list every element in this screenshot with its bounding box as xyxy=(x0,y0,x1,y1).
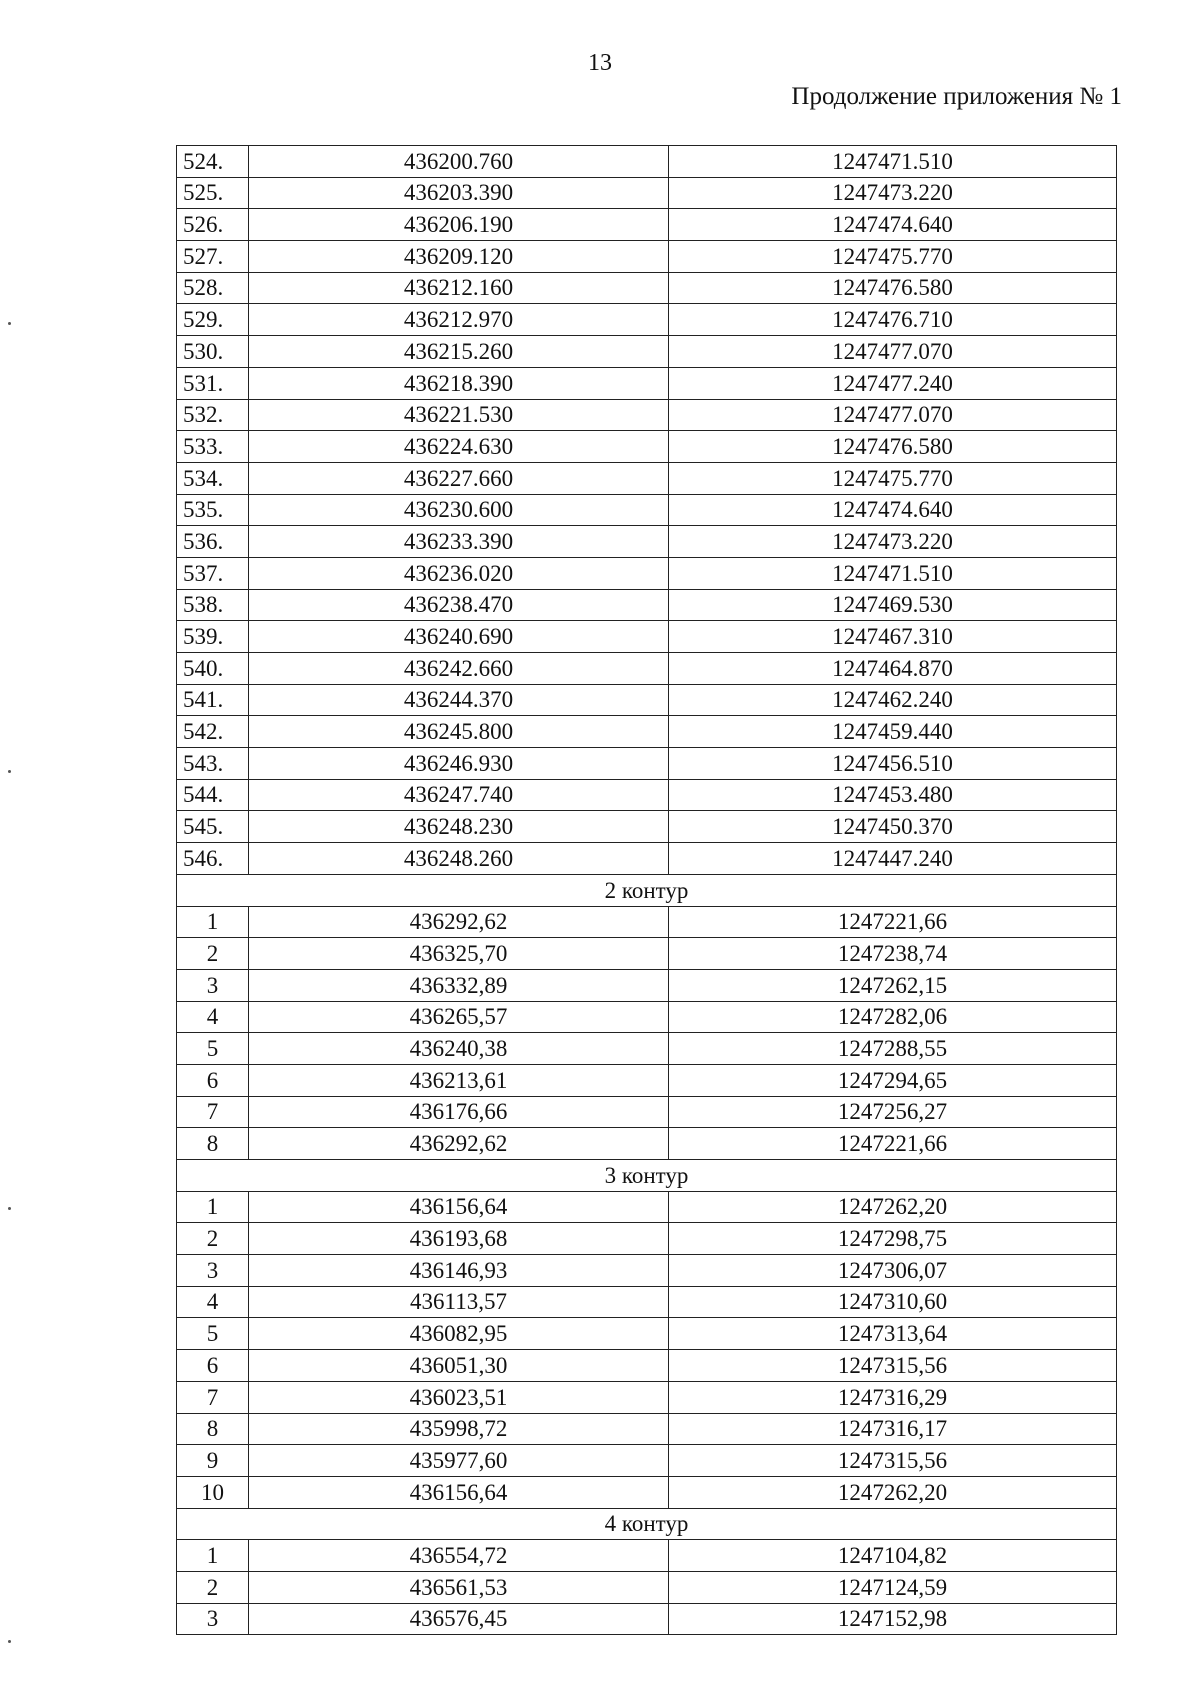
table-row xyxy=(177,684,1117,716)
y-coordinate: 1247475.770 xyxy=(669,241,1117,273)
point-number: 4 xyxy=(177,1001,249,1033)
y-coordinate: 1247462.240 xyxy=(669,684,1117,716)
y-coordinate: 1247476.710 xyxy=(669,304,1117,336)
x-coordinate: 436236.020 xyxy=(249,557,669,589)
y-coordinate: 1247262,20 xyxy=(669,1191,1117,1223)
table-row xyxy=(177,272,1117,304)
table-row xyxy=(177,748,1117,780)
y-coordinate: 1247456.510 xyxy=(669,748,1117,780)
y-coordinate: 1247476.580 xyxy=(669,272,1117,304)
point-number: 532. xyxy=(177,399,249,431)
y-coordinate: 1247477.240 xyxy=(669,367,1117,399)
point-number: 525. xyxy=(177,177,249,209)
point-number: 1 xyxy=(177,1540,249,1572)
point-number: 10 xyxy=(177,1476,249,1508)
x-coordinate: 436245.800 xyxy=(249,716,669,748)
y-coordinate: 1247471.510 xyxy=(669,146,1117,178)
point-number: 528. xyxy=(177,272,249,304)
y-coordinate: 1247104,82 xyxy=(669,1540,1117,1572)
table-row xyxy=(177,494,1117,526)
x-coordinate: 436247.740 xyxy=(249,779,669,811)
table-row xyxy=(177,336,1117,368)
page-number: 13 xyxy=(588,50,612,76)
table-row xyxy=(177,1286,1117,1318)
x-coordinate: 436224.630 xyxy=(249,431,669,463)
point-number: 1 xyxy=(177,906,249,938)
table-row xyxy=(177,1350,1117,1382)
x-coordinate: 436215.260 xyxy=(249,336,669,368)
table-row xyxy=(177,1571,1117,1603)
y-coordinate: 1247238,74 xyxy=(669,938,1117,970)
point-number: 534. xyxy=(177,462,249,494)
y-coordinate: 1247473.220 xyxy=(669,177,1117,209)
table-row xyxy=(177,1413,1117,1445)
point-number: 524. xyxy=(177,146,249,178)
point-number: 546. xyxy=(177,843,249,875)
table-row xyxy=(177,1476,1117,1508)
contour-header-row xyxy=(177,1508,1117,1540)
table-row xyxy=(177,1033,1117,1065)
x-coordinate: 436023,51 xyxy=(249,1381,669,1413)
scan-mark xyxy=(8,322,11,325)
x-coordinate: 436292,62 xyxy=(249,1128,669,1160)
x-coordinate: 436082,95 xyxy=(249,1318,669,1350)
x-coordinate: 436113,57 xyxy=(249,1286,669,1318)
y-coordinate: 1247447.240 xyxy=(669,843,1117,875)
point-number: 7 xyxy=(177,1096,249,1128)
contour-header-row xyxy=(177,874,1117,906)
y-coordinate: 1247473.220 xyxy=(669,526,1117,558)
table-row xyxy=(177,526,1117,558)
table-row xyxy=(177,843,1117,875)
table-row xyxy=(177,621,1117,653)
y-coordinate: 1247475.770 xyxy=(669,462,1117,494)
x-coordinate: 435998,72 xyxy=(249,1413,669,1445)
x-coordinate: 436244.370 xyxy=(249,684,669,716)
y-coordinate: 1247294,65 xyxy=(669,1064,1117,1096)
point-number: 543. xyxy=(177,748,249,780)
table-row xyxy=(177,969,1117,1001)
point-number: 2 xyxy=(177,938,249,970)
scan-mark xyxy=(8,1207,11,1210)
y-coordinate: 1247221,66 xyxy=(669,1128,1117,1160)
table-row xyxy=(177,1318,1117,1350)
y-coordinate: 1247477.070 xyxy=(669,399,1117,431)
x-coordinate: 436325,70 xyxy=(249,938,669,970)
point-number: 5 xyxy=(177,1318,249,1350)
x-coordinate: 436176,66 xyxy=(249,1096,669,1128)
y-coordinate: 1247450.370 xyxy=(669,811,1117,843)
x-coordinate: 436248.260 xyxy=(249,843,669,875)
point-number: 529. xyxy=(177,304,249,336)
table-row xyxy=(177,367,1117,399)
x-coordinate: 436200.760 xyxy=(249,146,669,178)
x-coordinate: 436240.690 xyxy=(249,621,669,653)
table-row xyxy=(177,209,1117,241)
x-coordinate: 436332,89 xyxy=(249,969,669,1001)
y-coordinate: 1247282,06 xyxy=(669,1001,1117,1033)
y-coordinate: 1247474.640 xyxy=(669,209,1117,241)
x-coordinate: 436246.930 xyxy=(249,748,669,780)
table-row xyxy=(177,589,1117,621)
x-coordinate: 436206.190 xyxy=(249,209,669,241)
table-row xyxy=(177,1191,1117,1223)
point-number: 3 xyxy=(177,969,249,1001)
table-row xyxy=(177,1128,1117,1160)
point-number: 527. xyxy=(177,241,249,273)
point-number: 3 xyxy=(177,1255,249,1287)
table-row xyxy=(177,1064,1117,1096)
point-number: 2 xyxy=(177,1223,249,1255)
x-coordinate: 435977,60 xyxy=(249,1445,669,1477)
x-coordinate: 436193,68 xyxy=(249,1223,669,1255)
y-coordinate: 1247288,55 xyxy=(669,1033,1117,1065)
table-row xyxy=(177,1540,1117,1572)
x-coordinate: 436203.390 xyxy=(249,177,669,209)
point-number: 8 xyxy=(177,1413,249,1445)
y-coordinate: 1247469.530 xyxy=(669,589,1117,621)
table-row xyxy=(177,557,1117,589)
x-coordinate: 436238.470 xyxy=(249,589,669,621)
y-coordinate: 1247256,27 xyxy=(669,1096,1117,1128)
y-coordinate: 1247316,17 xyxy=(669,1413,1117,1445)
point-number: 8 xyxy=(177,1128,249,1160)
table-row xyxy=(177,304,1117,336)
table-row xyxy=(177,1255,1117,1287)
table-row xyxy=(177,431,1117,463)
point-number: 539. xyxy=(177,621,249,653)
x-coordinate: 436248.230 xyxy=(249,811,669,843)
y-coordinate: 1247316,29 xyxy=(669,1381,1117,1413)
table-row xyxy=(177,653,1117,685)
y-coordinate: 1247471.510 xyxy=(669,557,1117,589)
table-row xyxy=(177,938,1117,970)
point-number: 6 xyxy=(177,1350,249,1382)
point-number: 3 xyxy=(177,1603,249,1635)
x-coordinate: 436146,93 xyxy=(249,1255,669,1287)
x-coordinate: 436051,30 xyxy=(249,1350,669,1382)
table-row xyxy=(177,241,1117,273)
x-coordinate: 436156,64 xyxy=(249,1191,669,1223)
point-number: 535. xyxy=(177,494,249,526)
x-coordinate: 436240,38 xyxy=(249,1033,669,1065)
y-coordinate: 1247262,20 xyxy=(669,1476,1117,1508)
x-coordinate: 436212.160 xyxy=(249,272,669,304)
point-number: 9 xyxy=(177,1445,249,1477)
y-coordinate: 1247313,64 xyxy=(669,1318,1117,1350)
y-coordinate: 1247298,75 xyxy=(669,1223,1117,1255)
scan-mark xyxy=(8,1640,11,1643)
table-row xyxy=(177,1381,1117,1413)
x-coordinate: 436561,53 xyxy=(249,1571,669,1603)
point-number: 541. xyxy=(177,684,249,716)
point-number: 526. xyxy=(177,209,249,241)
table-row xyxy=(177,1001,1117,1033)
y-coordinate: 1247453.480 xyxy=(669,779,1117,811)
x-coordinate: 436242.660 xyxy=(249,653,669,685)
x-coordinate: 436212.970 xyxy=(249,304,669,336)
y-coordinate: 1247476.580 xyxy=(669,431,1117,463)
contour-label: 2 контур xyxy=(177,874,1117,906)
page-subtitle: Продолжение приложения № 1 xyxy=(791,83,1122,110)
scan-mark xyxy=(8,770,11,773)
point-number: 531. xyxy=(177,367,249,399)
x-coordinate: 436230.600 xyxy=(249,494,669,526)
x-coordinate: 436292,62 xyxy=(249,906,669,938)
y-coordinate: 1247315,56 xyxy=(669,1350,1117,1382)
x-coordinate: 436227.660 xyxy=(249,462,669,494)
x-coordinate: 436576,45 xyxy=(249,1603,669,1635)
y-coordinate: 1247310,60 xyxy=(669,1286,1117,1318)
point-number: 537. xyxy=(177,557,249,589)
x-coordinate: 436209.120 xyxy=(249,241,669,273)
point-number: 542. xyxy=(177,716,249,748)
table-row xyxy=(177,1603,1117,1635)
y-coordinate: 1247306,07 xyxy=(669,1255,1117,1287)
point-number: 538. xyxy=(177,589,249,621)
x-coordinate: 436265,57 xyxy=(249,1001,669,1033)
point-number: 544. xyxy=(177,779,249,811)
table-row xyxy=(177,1096,1117,1128)
point-number: 540. xyxy=(177,653,249,685)
y-coordinate: 1247124,59 xyxy=(669,1571,1117,1603)
y-coordinate: 1247221,66 xyxy=(669,906,1117,938)
coordinates-table xyxy=(176,145,1117,1635)
point-number: 6 xyxy=(177,1064,249,1096)
point-number: 5 xyxy=(177,1033,249,1065)
x-coordinate: 436156,64 xyxy=(249,1476,669,1508)
point-number: 1 xyxy=(177,1191,249,1223)
table-row xyxy=(177,811,1117,843)
table-row xyxy=(177,462,1117,494)
table-row xyxy=(177,716,1117,748)
point-number: 2 xyxy=(177,1571,249,1603)
table-row xyxy=(177,1223,1117,1255)
y-coordinate: 1247477.070 xyxy=(669,336,1117,368)
x-coordinate: 436218.390 xyxy=(249,367,669,399)
point-number: 4 xyxy=(177,1286,249,1318)
y-coordinate: 1247467.310 xyxy=(669,621,1117,653)
y-coordinate: 1247459.440 xyxy=(669,716,1117,748)
table-row xyxy=(177,906,1117,938)
table-row xyxy=(177,779,1117,811)
point-number: 533. xyxy=(177,431,249,463)
contour-header-row xyxy=(177,1160,1117,1192)
contour-label: 3 контур xyxy=(177,1160,1117,1192)
y-coordinate: 1247152,98 xyxy=(669,1603,1117,1635)
y-coordinate: 1247474.640 xyxy=(669,494,1117,526)
table-row xyxy=(177,399,1117,431)
table-row xyxy=(177,146,1117,178)
point-number: 536. xyxy=(177,526,249,558)
x-coordinate: 436221.530 xyxy=(249,399,669,431)
contour-label: 4 контур xyxy=(177,1508,1117,1540)
point-number: 7 xyxy=(177,1381,249,1413)
table-row xyxy=(177,177,1117,209)
point-number: 530. xyxy=(177,336,249,368)
x-coordinate: 436233.390 xyxy=(249,526,669,558)
x-coordinate: 436554,72 xyxy=(249,1540,669,1572)
table-row xyxy=(177,1445,1117,1477)
point-number: 545. xyxy=(177,811,249,843)
coordinates-table-body xyxy=(177,146,1117,1635)
x-coordinate: 436213,61 xyxy=(249,1064,669,1096)
y-coordinate: 1247262,15 xyxy=(669,969,1117,1001)
y-coordinate: 1247315,56 xyxy=(669,1445,1117,1477)
y-coordinate: 1247464.870 xyxy=(669,653,1117,685)
